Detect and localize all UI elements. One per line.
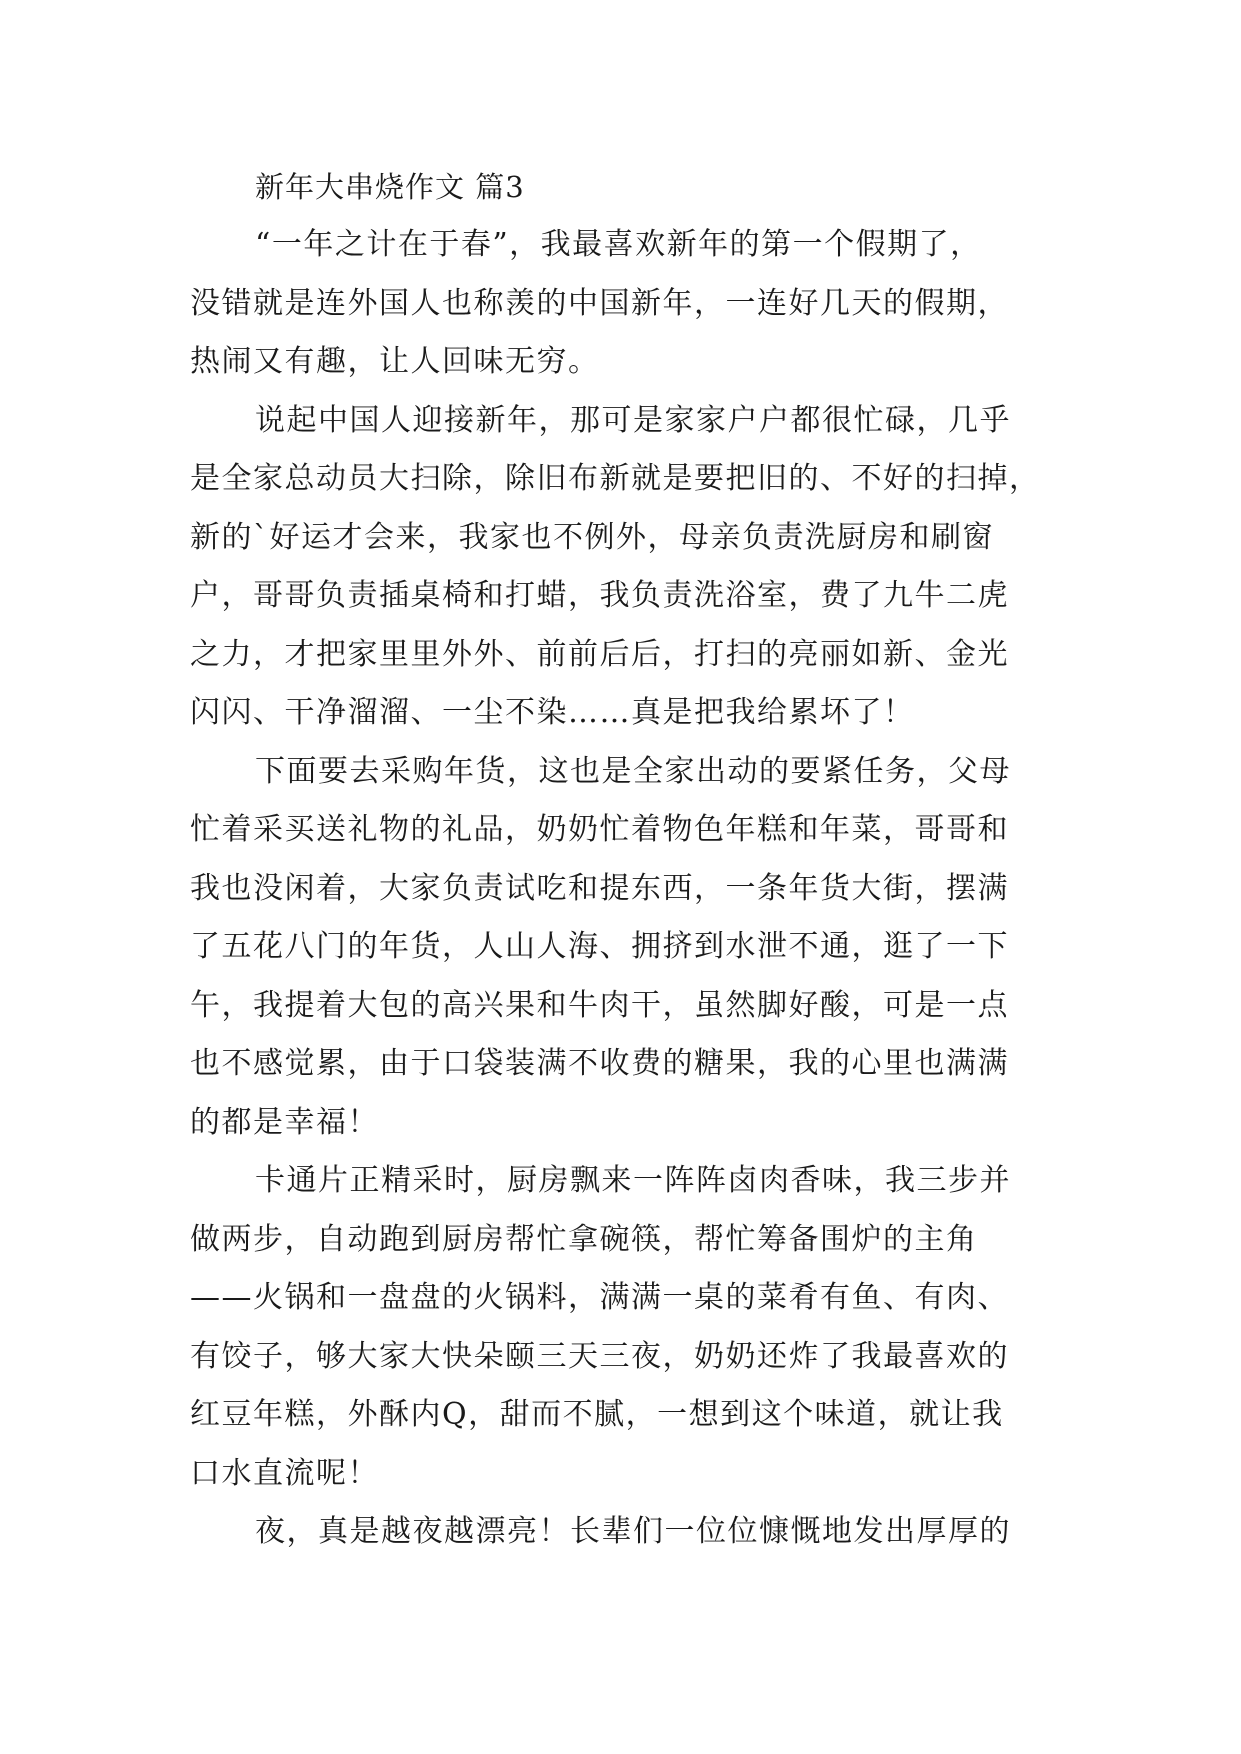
paragraph xyxy=(190,743,1070,1153)
paragraph-line: 户，哥哥负责插桌椅和打蜡，我负责洗浴室，费了九牛二虎 xyxy=(190,578,1009,613)
paragraph-line: 口水直流呢！ xyxy=(190,1455,379,1491)
paragraph-line: 有饺子，够大家大快朵颐三天三夜，奶奶还炸了我最喜欢的 xyxy=(190,1338,1009,1374)
paragraph-line: 我也没闲着，大家负责试吃和提东西，一条年货大街，摆满 xyxy=(190,870,1009,906)
paragraph-line: 夜，真是越夜越漂亮！长辈们一位位慷慨地发出厚厚的 xyxy=(255,1514,1011,1549)
paragraph-line: 没错就是连外国人也称羡的中国新年，一连好几天的假期， xyxy=(190,285,1009,321)
paragraph xyxy=(190,216,1070,392)
paragraph-line: ——火锅和一盘盘的火锅料，满满一桌的菜肴有鱼、有肉、 xyxy=(190,1280,1009,1315)
paragraph-line: 做两步，自动跑到厨房帮忙拿碗筷，帮忙筹备围炉的主角 xyxy=(190,1221,978,1257)
paragraph-line: 新的`好运才会来，我家也不例外，母亲负责洗厨房和刷窗 xyxy=(190,519,994,555)
paragraph-line: 也不感觉累，由于口袋装满不收费的糖果，我的心里也满满 xyxy=(190,1046,1009,1081)
paragraph-line: 下面要去采购年货，这也是全家出动的要紧任务，父母 xyxy=(255,753,1011,789)
essay-title: 新年大串烧作文 篇3 xyxy=(255,170,525,204)
paragraph xyxy=(190,392,1070,743)
paragraph-line: 忙着采买送礼物的礼品，奶奶忙着物色年糕和年菜，哥哥和 xyxy=(190,812,1009,847)
paragraph-line: 之力，才把家里里外外、前前后后，打扫的亮丽如新、金光 xyxy=(190,636,1009,672)
paragraph-line: “一年之计在于春”，我最喜欢新年的第一个假期了， xyxy=(255,227,982,262)
paragraph-line: 说起中国人迎接新年，那可是家家户户都很忙碌，几乎 xyxy=(255,402,1011,438)
paragraph-line: 红豆年糕，外酥内Q，甜而不腻，一想到这个味道，就让我 xyxy=(190,1397,1004,1432)
essay-paragraphs xyxy=(190,216,1070,1562)
paragraph-line: 是全家总动员大扫除，除旧布新就是要把旧的、不好的扫掉， xyxy=(190,461,1041,496)
paragraph-line: 卡通片正精采时，厨房飘来一阵阵卤肉香味，我三步并 xyxy=(255,1163,1011,1198)
paragraph-line: 闪闪、干净溜溜、一尘不染……真是把我给累坏了！ xyxy=(190,695,915,730)
paragraph-line: 午，我提着大包的高兴果和牛肉干，虽然脚好酸，可是一点 xyxy=(190,987,1009,1023)
paragraph xyxy=(190,1152,1070,1503)
paragraph-line: 的都是幸福！ xyxy=(190,1104,379,1140)
document-body xyxy=(190,158,1070,1562)
paragraph-line: 了五花八门的年货，人山人海、拥挤到水泄不通，逛了一下 xyxy=(190,929,1009,964)
paragraph-line: 热闹又有趣，让人回味无穷。 xyxy=(190,344,600,379)
paragraph xyxy=(190,1503,1070,1562)
